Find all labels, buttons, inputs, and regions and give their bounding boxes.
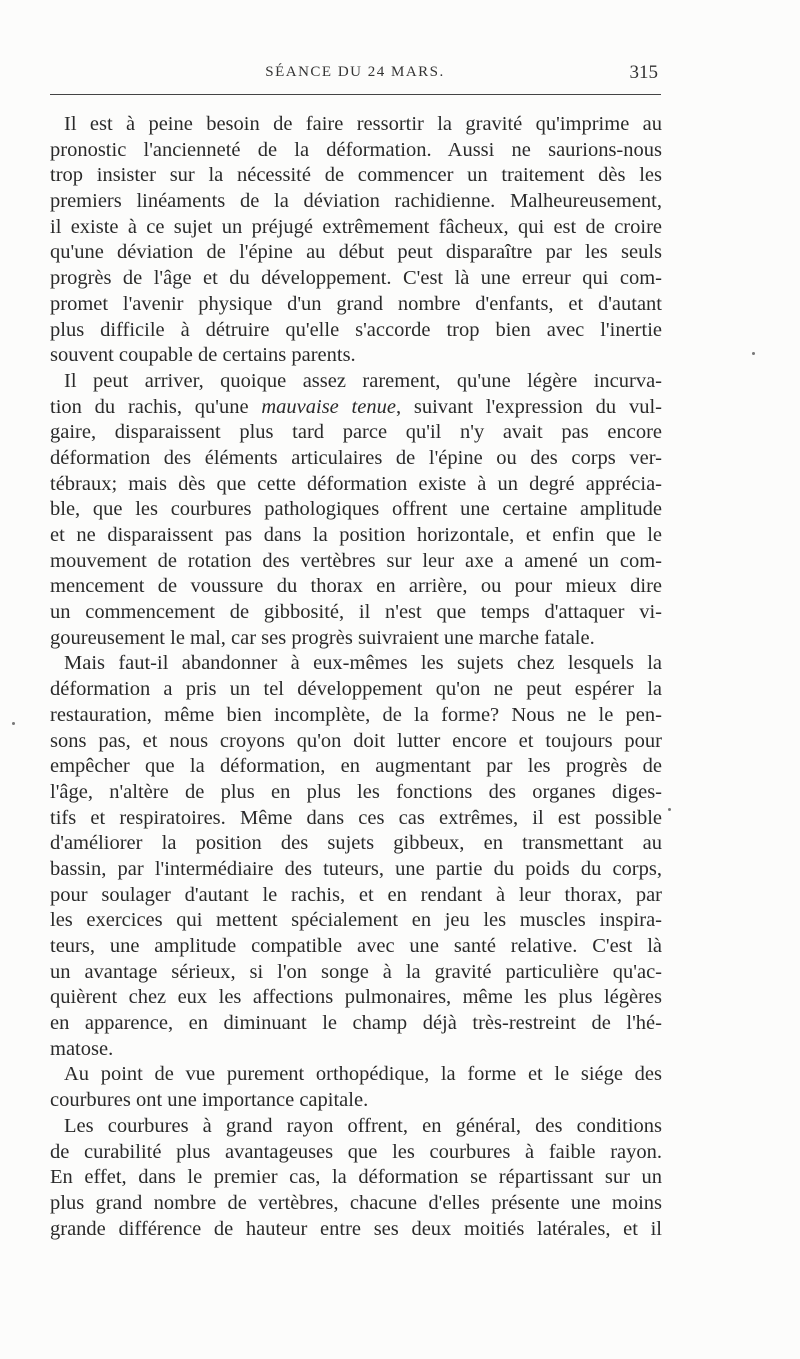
text-line: goureusement le mal, car ses progrès suivraient une marche fatale.	[50, 626, 595, 649]
text-line: qu'une déviation de l'épine au début peut disparaître par les seuls	[50, 241, 662, 264]
text-line: de curabilité plus avantageuses que les courbures à faible rayon.	[50, 1140, 662, 1163]
text-line: empêcher que la déformation, en augmentant par les progrès de	[50, 755, 662, 778]
paragraph	[50, 651, 662, 1062]
body-text	[50, 112, 662, 1242]
text-line: trop insister sur la nécessité de commencer un traitement dès les	[50, 164, 662, 187]
italic-phrase: mauvaise tenue	[261, 395, 396, 418]
paragraph	[50, 112, 662, 369]
text-line: premiers linéaments de la déviation rachidienne. Malheureusement,	[50, 190, 662, 213]
text-line: gaire, disparaissent plus tard parce qu'il n'y avait pas encore	[50, 421, 662, 444]
running-head	[50, 64, 660, 90]
text-line: tébraux; mais dès que cette déformation existe à un degré apprécia-	[50, 472, 662, 495]
text-line: un commencement de gibbosité, il n'est que temps d'attaquer vi-	[50, 601, 662, 624]
text-line: progrès de l'âge et du développement. C'est là une erreur qui com-	[50, 267, 662, 290]
print-speck	[752, 352, 755, 355]
text-line: mencement de voussure du thorax en arrière, ou pour mieux dire	[50, 575, 662, 598]
text-line: En effet, dans le premier cas, la déformation se répartissant sur un	[50, 1166, 662, 1189]
text-line: courbures ont une importance capitale.	[50, 1089, 369, 1112]
text-line: tion du rachis, qu'une mauvaise tenue, suivant l'expression du vul-	[50, 395, 662, 418]
text-line: d'améliorer la position des sujets gibbeux, en transmettant au	[50, 832, 662, 855]
text-line: tifs et respiratoires. Même dans ces cas extrêmes, il est possible	[50, 806, 662, 829]
text-line: quièrent chez eux les affections pulmonaires, même les plus légères	[50, 986, 662, 1009]
text-line: en apparence, en diminuant le champ déjà très-restreint de l'hé-	[50, 1012, 662, 1035]
text-line: plus difficile à détruire qu'elle s'accorde trop bien avec l'inertie	[50, 318, 662, 341]
text-line: grande différence de hauteur entre ses deux moitiés latérales, et il	[50, 1217, 662, 1240]
text-line: mouvement de rotation des vertèbres sur leur axe a amené un com-	[50, 549, 662, 572]
text-line: il existe à ce sujet un préjugé extrêmement fâcheux, qui est de croire	[50, 215, 662, 238]
text-line: matose.	[50, 1037, 114, 1060]
text-line: les exercices qui mettent spécialement en jeu les muscles inspira-	[50, 909, 662, 932]
paragraph	[50, 1062, 662, 1113]
text-line: sons pas, et nous croyons qu'on doit lutter encore et toujours pour	[50, 729, 662, 752]
text-line: et ne disparaissent pas dans la position horizontale, et enfin que le	[50, 524, 662, 546]
print-speck	[668, 808, 671, 811]
header-rule	[50, 94, 661, 95]
text-line: promet l'avenir physique d'un grand nombre d'enfants, et d'autant	[50, 292, 662, 315]
text-line: déformation a pris un tel développement qu'on ne peut espérer la	[50, 678, 662, 701]
running-head-title: SÉANCE DU 24 MARS.	[265, 64, 445, 80]
text-line: Les courbures à grand rayon offrent, en général, des conditions	[64, 1114, 662, 1137]
text-line: un avantage sérieux, si l'on songe à la gravité particulière qu'ac-	[50, 960, 662, 983]
text-line: l'âge, n'altère de plus en plus les fonctions des organes diges-	[50, 780, 662, 803]
text-line: souvent coupable de certains parents.	[50, 344, 356, 367]
text-line: Il est à peine besoin de faire ressortir la gravité qu'imprime au	[64, 113, 662, 135]
page-number: 315	[629, 62, 658, 83]
text-line: Il peut arriver, quoique assez rarement, qu'une légère incurva-	[64, 369, 662, 392]
paragraph	[50, 1114, 662, 1242]
text-line: plus grand nombre de vertèbres, chacune d'elles présente une moins	[50, 1191, 662, 1214]
paragraph	[50, 369, 662, 652]
text-line: Mais faut-il abandonner à eux-mêmes les sujets chez lesquels la	[64, 652, 662, 675]
text-line: déformation des éléments articulaires de l'épine ou des corps ver-	[50, 446, 662, 469]
text-line: restauration, même bien incomplète, de la forme? Nous ne le pen-	[50, 703, 662, 726]
text-line: pour soulager d'autant le rachis, et en rendant à leur thorax, par	[50, 883, 662, 906]
text-line: Au point de vue purement orthopédique, la forme et le siége des	[64, 1063, 662, 1086]
text-line: teurs, une amplitude compatible avec une santé relative. C'est là	[50, 935, 662, 957]
text-line: pronostic l'ancienneté de la déformation. Aussi ne saurions-nous	[50, 138, 662, 161]
text-line: bassin, par l'intermédiaire des tuteurs, une partie du poids du corps,	[50, 857, 662, 880]
print-speck	[12, 722, 15, 725]
text-line: ble, que les courbures pathologiques offrent une certaine amplitude	[50, 498, 662, 521]
